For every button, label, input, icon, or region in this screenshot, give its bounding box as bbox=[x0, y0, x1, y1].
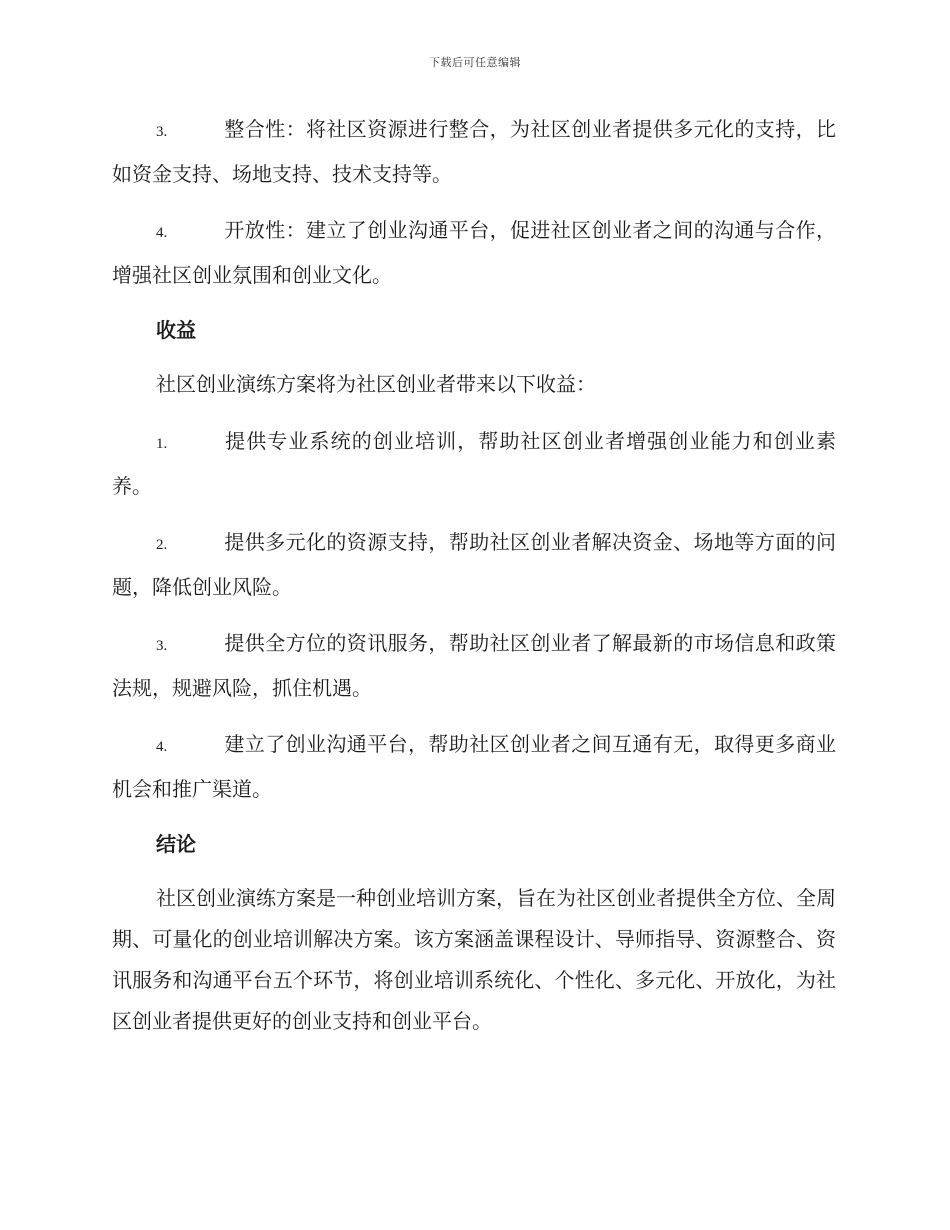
document-body bbox=[112, 108, 836, 1057]
list-text: 提供全方位的资讯服务，帮助社区创业者了解最新的市场信息和政策法规，规避风险，抓住机遇。 bbox=[112, 631, 836, 700]
list-number: 4. bbox=[156, 225, 168, 241]
list-number: 1. bbox=[156, 436, 168, 452]
list-text: 整合性：将社区资源进行整合，为社区创业者提供多元化的支持，比如资金支持、场地支持、技术支持等。 bbox=[112, 117, 836, 186]
list-number: 3. bbox=[156, 124, 168, 140]
feature-item-4 bbox=[112, 209, 836, 296]
list-number: 4. bbox=[156, 739, 168, 755]
heading-benefits: 收益 bbox=[156, 318, 196, 342]
list-text: 建立了创业沟通平台，帮助社区创业者之间互通有无，取得更多商业机会和推广渠道。 bbox=[112, 732, 836, 801]
conclusion-body: 社区创业演练方案是一种创业培训方案，旨在为社区创业者提供全方位、全周期、可量化的创业培训解决方案。该方案涵盖课程设计、导师指导、资源整合、资讯服务和沟通平台五个环节，将创业培训系统化、个性化、多元化、开放化，为社区创业者提供更好的创业支持和创业平台。 bbox=[112, 886, 836, 1033]
feature-item-3 bbox=[112, 108, 836, 195]
list-number: 2. bbox=[156, 537, 168, 553]
benefit-item-1 bbox=[112, 420, 836, 507]
benefit-item-3 bbox=[112, 622, 836, 709]
benefit-item-4 bbox=[112, 723, 836, 810]
heading-conclusion: 结论 bbox=[156, 832, 196, 856]
list-number: 3. bbox=[156, 638, 168, 654]
list-text: 开放性：建立了创业沟通平台，促进社区创业者之间的沟通与合作，增强社区创业氛围和创业文化。 bbox=[112, 218, 836, 287]
list-text: 提供专业系统的创业培训，帮助社区创业者增强创业能力和创业素养。 bbox=[112, 429, 836, 498]
page-header: 下载后可任意编辑 bbox=[429, 56, 521, 69]
benefits-intro: 社区创业演练方案将为社区创业者带来以下收益： bbox=[156, 372, 596, 396]
benefit-item-2 bbox=[112, 521, 836, 608]
list-text: 提供多元化的资源支持，帮助社区创业者解决资金、场地等方面的问题，降低创业风险。 bbox=[112, 530, 836, 599]
